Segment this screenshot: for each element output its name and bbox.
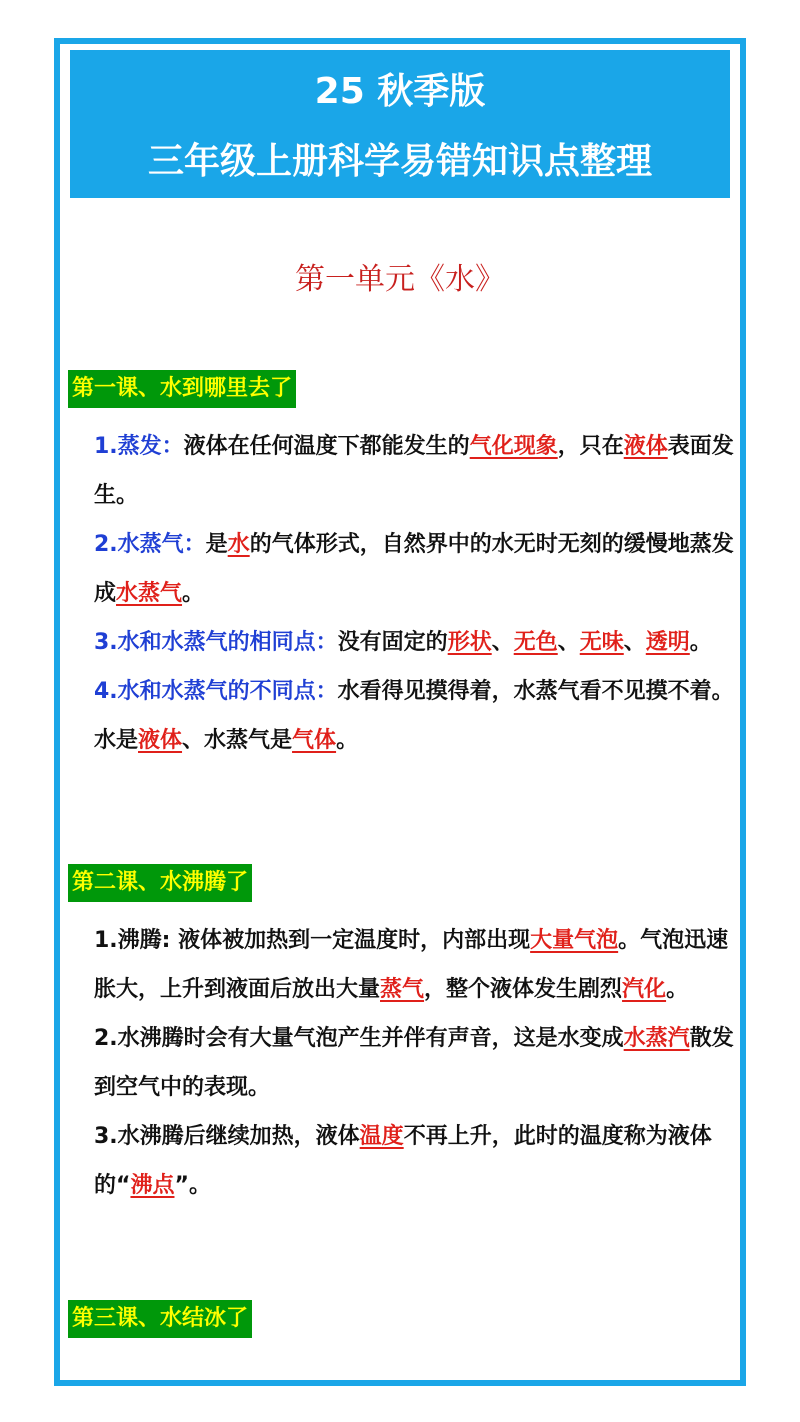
lesson-1-item-4 bbox=[94, 667, 740, 765]
item-text: 、 bbox=[491, 630, 514, 655]
lesson-1-item-2 bbox=[94, 520, 740, 618]
item-text: 2.水沸腾时会有大量气泡产生并伴有声音，这是水变成 bbox=[94, 1026, 624, 1051]
item-text: ，整个液体发生剧烈 bbox=[424, 977, 623, 1002]
highlight-term: 水蒸气 bbox=[116, 581, 183, 606]
page-frame bbox=[54, 38, 746, 1386]
unit-title: 第一单元《水》 bbox=[295, 262, 505, 297]
lesson-1-heading: 第一课、水到哪里去了 bbox=[68, 370, 296, 408]
item-text: ，只在 bbox=[557, 434, 624, 459]
highlight-term: 温度 bbox=[359, 1124, 404, 1149]
highlight-term: 无味 bbox=[579, 630, 624, 655]
item-text: 、水蒸气是 bbox=[182, 728, 293, 753]
highlight-term: 气化现象 bbox=[469, 434, 558, 459]
item-text: 。 bbox=[666, 977, 689, 1002]
item-key: 4.水和水蒸气的不同点： bbox=[94, 679, 338, 704]
highlight-term: 液体 bbox=[623, 434, 668, 459]
item-text: 是 bbox=[205, 532, 228, 557]
item-text: 液体在任何温度下都能发生的 bbox=[183, 434, 470, 459]
item-text: ”。 bbox=[174, 1173, 211, 1198]
item-text: 1.沸腾: 液体被加热到一定温度时，内部出现 bbox=[94, 928, 531, 953]
lesson-1-item-1 bbox=[94, 422, 740, 520]
item-text: 。 bbox=[336, 728, 359, 753]
highlight-term: 沸点 bbox=[130, 1173, 175, 1198]
item-text: 散发到空气中的表现。 bbox=[94, 1026, 734, 1100]
item-key: 1.蒸发： bbox=[94, 434, 184, 459]
highlight-term: 形状 bbox=[447, 630, 492, 655]
item-text: 、 bbox=[623, 630, 646, 655]
item-key: 3.水和水蒸气的相同点： bbox=[94, 630, 338, 655]
lesson-2-item-1 bbox=[94, 916, 740, 1014]
item-text: 表面发生。 bbox=[94, 434, 734, 508]
highlight-term: 气体 bbox=[292, 728, 337, 753]
highlight-term: 透明 bbox=[645, 630, 690, 655]
item-text: 不再上升，此时的温度称为液体的“ bbox=[94, 1124, 712, 1198]
highlight-term: 液体 bbox=[138, 728, 183, 753]
highlight-term: 水 bbox=[227, 532, 250, 557]
item-text: 。 bbox=[689, 630, 712, 655]
lesson-2-content bbox=[94, 916, 740, 1210]
highlight-term: 水蒸汽 bbox=[623, 1026, 690, 1051]
item-text: 、 bbox=[557, 630, 580, 655]
title-line-2: 三年级上册科学易错知识点整理 bbox=[147, 141, 652, 182]
highlight-term: 蒸气 bbox=[380, 977, 425, 1002]
item-text: 。 bbox=[182, 581, 205, 606]
item-text: 。气泡迅速胀大，上升到液面后放出大量 bbox=[94, 928, 729, 1002]
item-text: 水看得见摸得着，水蒸气看不见摸不着。水是 bbox=[94, 679, 734, 753]
lesson-2-item-3 bbox=[94, 1112, 740, 1210]
title-line-1: 25 秋季版 bbox=[314, 71, 486, 112]
lesson-3-heading: 第三课、水结冰了 bbox=[68, 1300, 252, 1338]
item-key: 2.水蒸气： bbox=[94, 532, 206, 557]
lesson-1-content bbox=[94, 422, 740, 765]
item-text: 的气体形式，自然界中的水无时无刻的缓慢地蒸发成 bbox=[94, 532, 734, 606]
highlight-term: 无色 bbox=[513, 630, 558, 655]
lesson-2-heading: 第二课、水沸腾了 bbox=[68, 864, 252, 902]
highlight-term: 汽化 bbox=[622, 977, 667, 1002]
highlight-term: 大量气泡 bbox=[530, 928, 619, 953]
item-text: 没有固定的 bbox=[337, 630, 448, 655]
item-text: 3.水沸腾后继续加热，液体 bbox=[94, 1124, 360, 1149]
lesson-2-item-2 bbox=[94, 1014, 740, 1112]
lesson-1-item-3 bbox=[94, 618, 740, 667]
title-banner bbox=[70, 50, 730, 198]
